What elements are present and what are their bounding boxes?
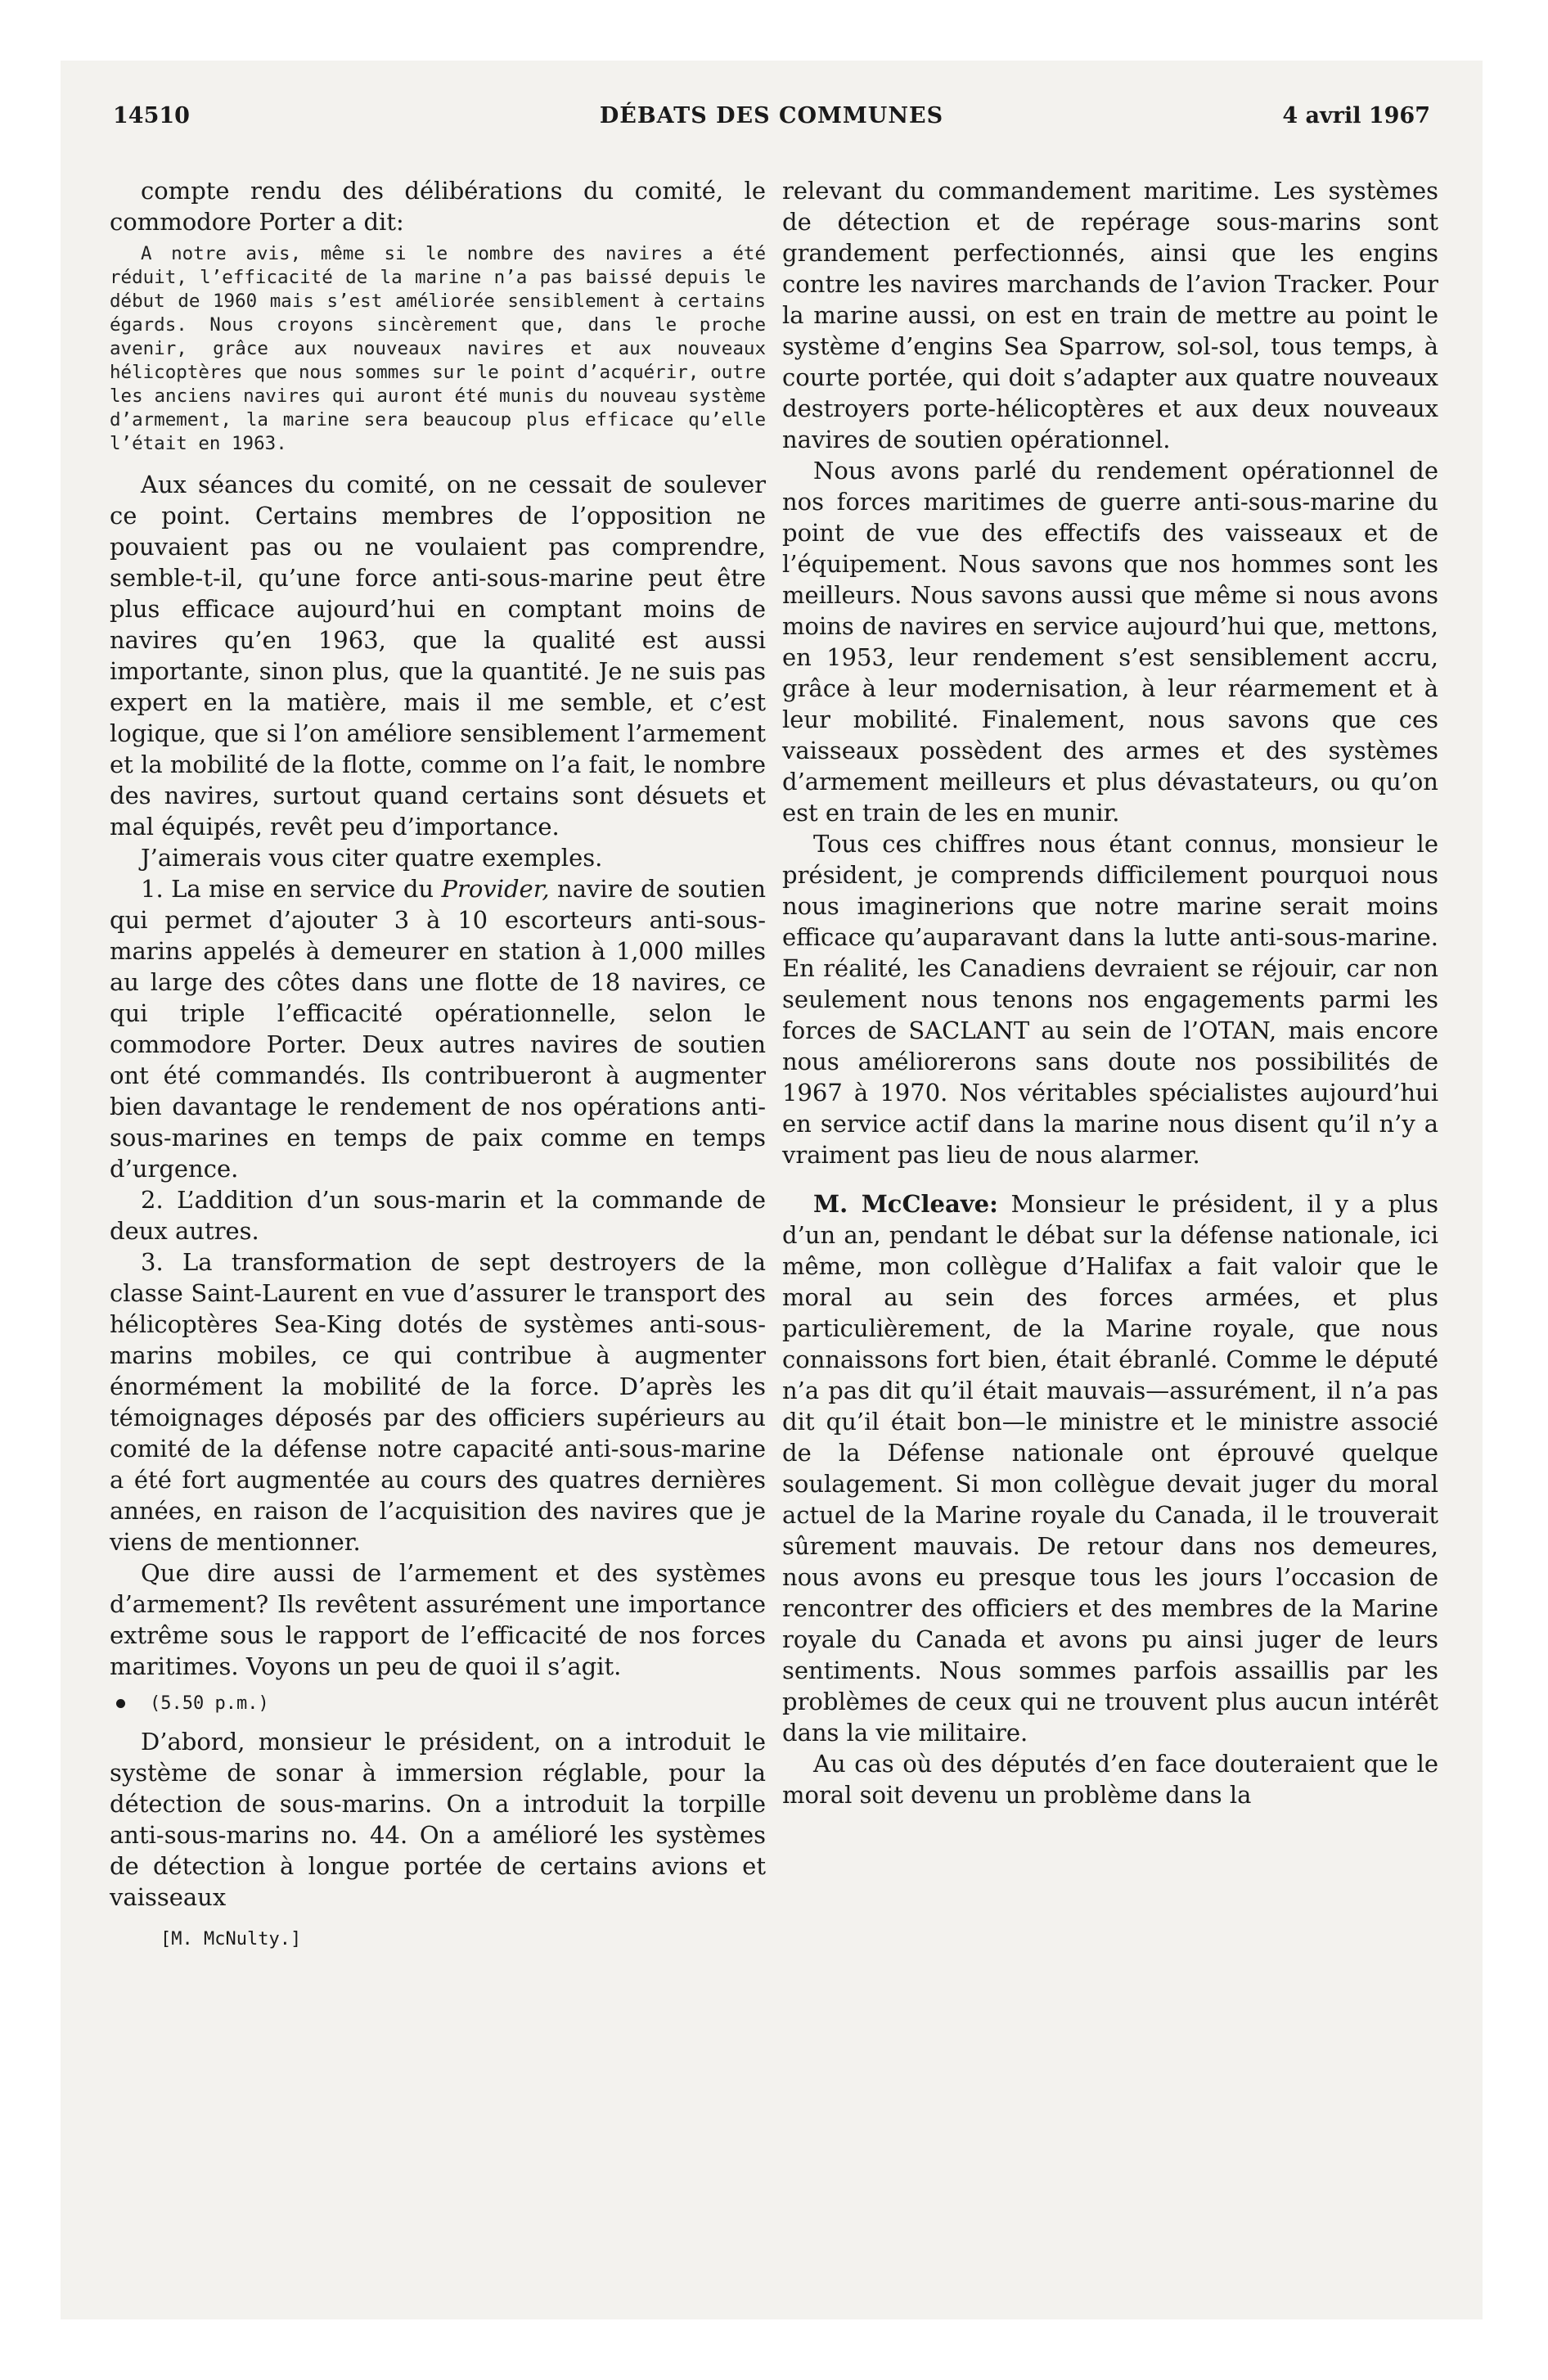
speech-text: Monsieur le président, il y a plus d’un an, pendant le débat sur la défense nationale, ici même, mon collègue d’Halifax a fait valoir que le moral au sein des forces armées, et plus particulièrement, de la Marine royale, que nous connaissons fort bien, était ébranlé. Comme le député n’a pas dit qu’il était mauvais—assurément, il n’a pas dit qu’il était bon—le ministre et le ministre associé de la Défense nationale ont éprouvé quelque soulagement. Si mon collègue devait juger du moral actuel de la Marine royale du Canada, il le trouverait sûrement mauvais. De retour dans nos demeures, nous avons eu presque tous les jours l’occasion de rencontrer des officiers et des membres de la Marine royale du Canada et avons pu ainsi juger de leurs sentiments. Nous sommes parfois assaillis par les problèmes de ceux qui ne trouvent plus aucun intérêt dans la vie militaire. [782,1190,1438,1747]
list-item: 2. L’addition d’un sous-marin et la commande de deux autres. [110,1186,766,1245]
quoted-testimony: A notre avis, même si le nombre des navires a été réduit, l’efficacité de la marine n’a pas baissé depuis le début de 1960 mais s’est améliorée sensiblement à certains égards. Nous croyons sincèrement que, dans le proche avenir, grâce aux nouveaux navires et aux nouveaux hélicoptères que nous sommes sur le point d’acquérir, outre les anciens navires qui auront été munis du nouveau système d’armement, la marine sera beaucoup plus efficace qu’elle l’était en 1963. [110,243,766,454]
spacer [782,1170,1438,1188]
paragraph: J’aimerais vous citer quatre exemples. [141,844,603,872]
page-number: 14510 [113,103,190,128]
publication-title: DÉBATS DES COMMUNES [599,103,944,128]
speaker-reference: [M. McNulty.] [160,1929,302,1950]
bullet-icon [116,1699,125,1708]
list-item-text: 1. La mise en service du [141,875,442,903]
paragraph: D’abord, monsieur le président, on a introduit le système de sonar à immersion réglable, pour la détection de sous-marins. On a introduit la torpille anti-sous-marins no. 44. On a amélioré les systèmes de détection à longue portée de certains avions et vaisseaux [110,1728,766,1911]
paragraph: Tous ces chiffres nous étant connus, monsieur le président, je comprends difficilement pourquoi nous nous imaginerions que notre marine serait moins efficace qu’auparavant dans la lutte anti-sous-marine. En réalité, les Canadiens devraient se réjouir, car non seulement nous tenons nos engagements parmi les forces de SACLANT au sein de l’OTAN, mais encore nous améliorerons sans doute nos possibilités de 1967 à 1970. Nos véritables spécialistes aujourd’hui en service actif dans la marine nous disent qu’il n’y a vraiment pas lieu de nous alarmer. [782,830,1438,1169]
time-marker [110,1688,766,1720]
list-item-text: navire de soutien qui permet d’ajouter 3 à 10 escorteurs anti-sous-marins appelés à demeurer en station à 1,000 milles au large des côtes dans une flotte de 18 navires, ce qui triple l’efficacité opérationnelle, selon le commodore Porter. Deux autres navires de soutien ont été commandés. Ils contribueront à augmenter bien davantage le rendement de nos opérations anti-sous-marines en temps de paix comme en temps d’urgence. [110,875,766,1183]
paragraph: Nous avons parlé du rendement opérationnel de nos forces maritimes de guerre anti-sous-marine du point de vue des effectifs des vaisseaux et de l’équipement. Nous savons que nos hommes sont les meilleurs. Nous savons aussi que même si nous avons moins de navires en service aujourd’hui que, mettons, en 1953, leur rendement s’est sensiblement accru, grâce à leur modernisation, à leur réarmement et à leur mobilité. Finalement, nous savons que ces vaisseaux possèdent des armes et des systèmes d’armement meilleurs et plus dévastateurs, ou qu’on est en train de les en munir. [782,457,1438,827]
paragraph: relevant du commandement maritime. Les systèmes de détection et de repérage sous-marins sont grandement perfectionnés, ainsi que les engins contre les navires marchands de l’avion Tracker. Pour la marine aussi, on est en train de mettre au point le système d’engins Sea Sparrow, sol-sol, tous temps, à courte portée, qui doit s’adapter aux quatre nouveaux destroyers porte-hélicoptères et aux deux nouveaux navires de soutien opérationnel. [782,177,1438,453]
paragraph: Que dire aussi de l’armement et des systèmes d’armement? Ils revêtent assurément une importance extrême sous le rapport de l’efficacité de nos forces maritimes. Voyons un peu de quoi il s’agit. [110,1559,766,1680]
speaker-name: M. McCleave: [813,1190,998,1218]
right-column [782,175,1438,1810]
page [61,61,1483,2319]
list-item [110,873,766,1184]
time-stamp: (5.50 p.m.) [150,1693,269,1714]
list-item: 3. La transformation de sept destroyers de la classe Saint-Laurent en vue d’assurer le transport des hélicoptères Sea-King dotés de systèmes anti-sous-marins mobiles, ce qui contribue à augmenter énormément la mobilité de la force. D’après les témoignages déposés par des officiers supérieurs au comité de la défense notre capacité anti-sous-marine a été fort augmentée au cours des quatres dernières années, en raison de l’acquisition des navires que je viens de mentionner. [110,1248,766,1556]
ship-name: Provider, [441,875,550,903]
page-header [113,103,1430,152]
left-column [110,175,766,1952]
publication-date: 4 avril 1967 [1282,103,1430,128]
paragraph: Aux séances du comité, on ne cessait de soulever ce point. Certains membres de l’opposition ne pouvaient pas ou ne voulaient pas comprendre, semble-t-il, qu’une force anti-sous-marine peut être plus efficace aujourd’hui en comptant moins de navires qu’en 1963, que la qualité est aussi importante, sinon plus, que la quantité. Je ne suis pas expert en la matière, mais il me semble, et c’est logique, que si l’on améliore sensiblement l’armement et la mobilité de la flotte, comme on l’a fait, le nombre des navires, surtout quand certains sont désuets et mal équipés, revêt peu d’importance. [110,471,766,841]
intro-paragraph: compte rendu des délibérations du comité, le commodore Porter a dit: [110,177,766,236]
speech-paragraph [782,1188,1438,1748]
paragraph: Au cas où des députés d’en face douteraient que le moral soit devenu un problème dans la [782,1750,1438,1809]
